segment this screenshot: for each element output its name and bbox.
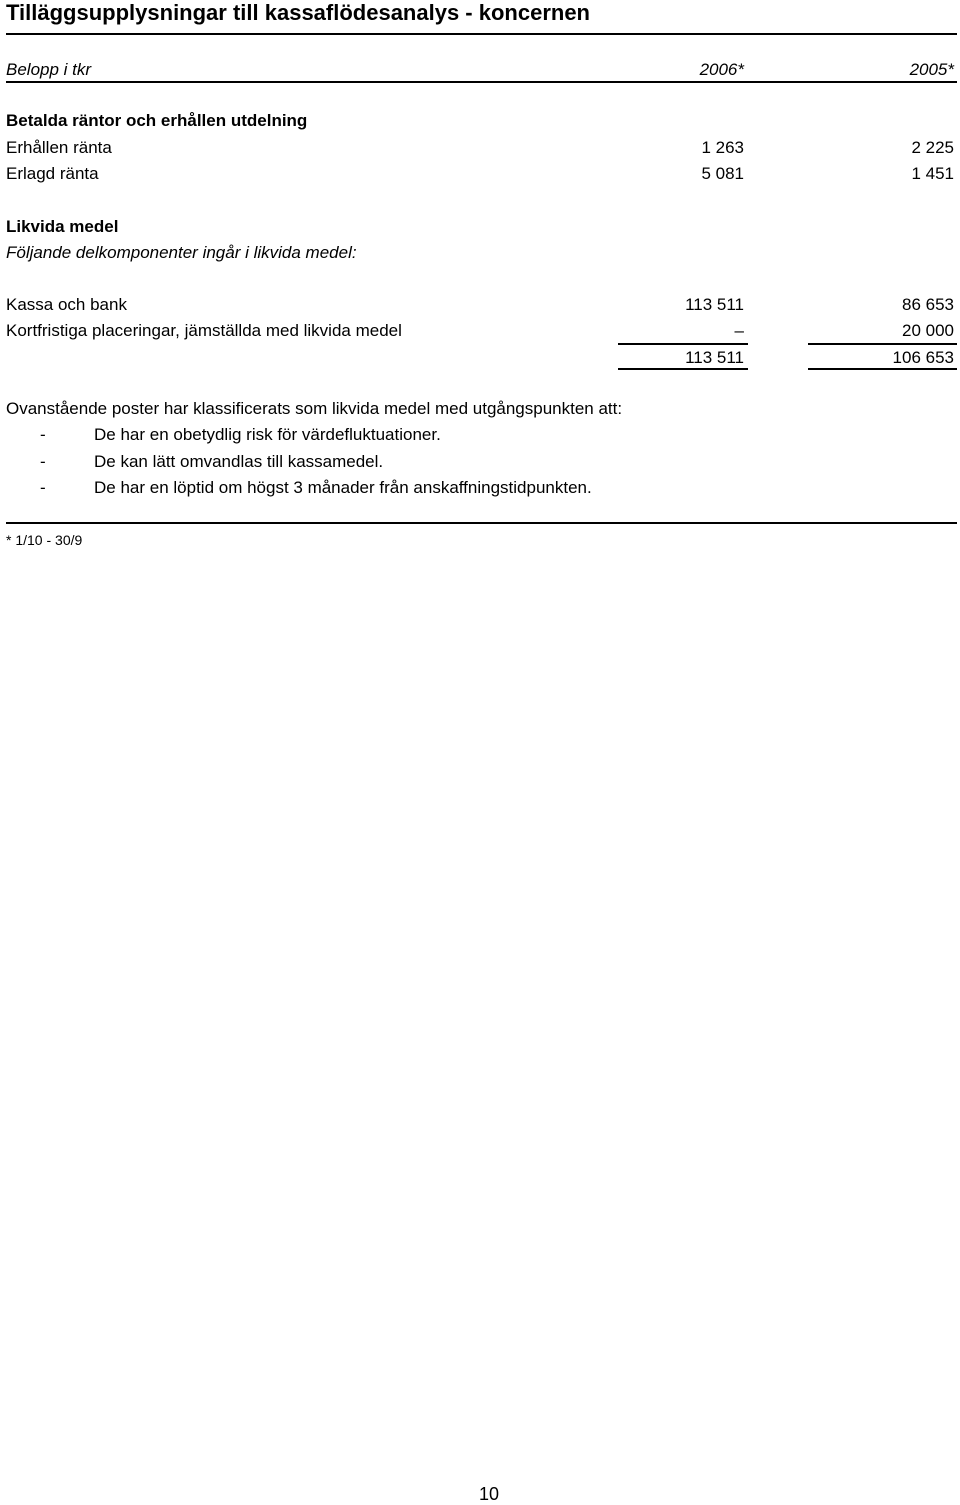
bullet-marker: - xyxy=(40,478,46,497)
row-label: Kortfristiga placeringar, jämställda med likvida medel xyxy=(6,321,402,340)
criteria-intro: Ovanstående poster har klassificerats som likvida medel med utgångspunkten att: xyxy=(6,399,623,418)
value-2005: 86 653 xyxy=(902,295,954,314)
value-2006: 5 081 xyxy=(701,164,744,183)
page-title: Tilläggsupplysningar till kassaflödesanalys - koncernen xyxy=(6,0,590,25)
footnote-rule xyxy=(6,522,957,524)
value-2005: 2 225 xyxy=(911,138,954,157)
value-2005: 1 451 xyxy=(911,164,954,183)
bullet-text: De har en löptid om högst 3 månader från anskaffningstidpunkten. xyxy=(94,478,592,497)
value-2006: – xyxy=(734,321,744,340)
bullet-marker: - xyxy=(40,425,46,444)
total-2005: 106 653 xyxy=(892,348,954,367)
column-header-2005: 2005* xyxy=(909,60,954,79)
header-rule xyxy=(6,81,957,83)
amount-unit-label: Belopp i tkr xyxy=(6,60,92,79)
column-header-2006: 2006* xyxy=(699,60,744,79)
bullet-marker: - xyxy=(40,452,46,471)
title-rule xyxy=(6,33,957,35)
subtotal-rule-2005 xyxy=(808,343,957,345)
total-2006: 113 511 xyxy=(685,348,744,367)
bullet-text: De har en obetydlig risk för värdefluktuationer. xyxy=(94,425,441,444)
footnote: * 1/10 - 30/9 xyxy=(6,532,83,548)
total-rule-2005 xyxy=(808,368,957,370)
page-number: 10 xyxy=(478,1484,500,1504)
bullet-text: De kan lätt omvandlas till kassamedel. xyxy=(94,452,384,471)
value-2005: 20 000 xyxy=(902,321,954,340)
total-rule-2006 xyxy=(618,368,748,370)
value-2006: 113 511 xyxy=(685,295,744,314)
row-label: Erlagd ränta xyxy=(6,164,99,183)
row-label: Kassa och bank xyxy=(6,295,127,314)
row-label: Erhållen ränta xyxy=(6,138,112,157)
interest-section-heading: Betalda räntor och erhållen utdelning xyxy=(6,111,308,130)
value-2006: 1 263 xyxy=(701,138,744,157)
subtotal-rule-2006 xyxy=(618,343,748,345)
cash-section-heading: Likvida medel xyxy=(6,217,119,236)
cash-section-subheading: Följande delkomponenter ingår i likvida medel: xyxy=(6,243,357,262)
